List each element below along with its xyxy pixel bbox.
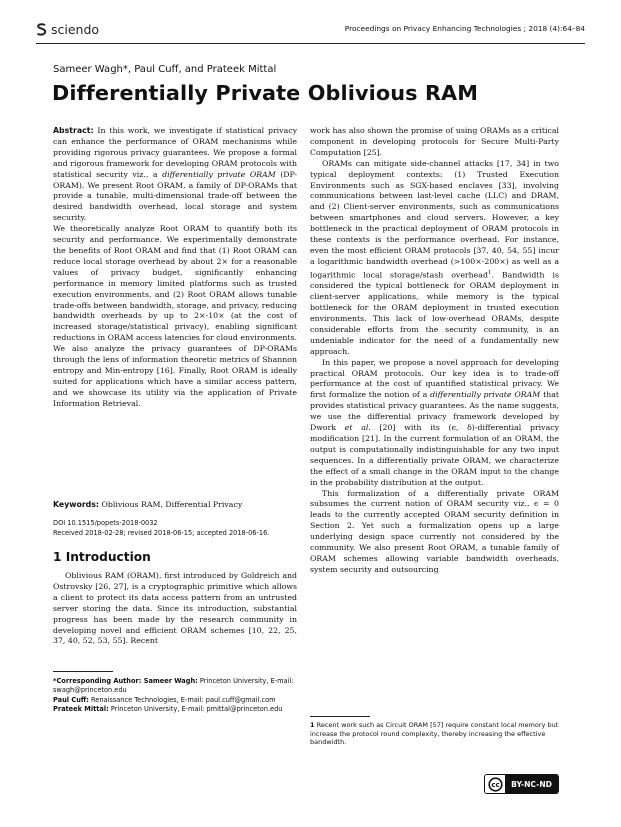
col2-para-2 — [310, 159, 559, 358]
col2-para-3 — [310, 358, 559, 489]
right-column — [310, 126, 559, 576]
footnote-text: Recent work such as Circuit ORAM [57] require constant local memory but increase the protocol round complexity, thereby increasing the effective bandwidth. — [310, 721, 559, 746]
keywords — [53, 500, 297, 509]
abstract-text-1b: (DP-ORAM). We present Root ORAM, a family of DP-ORAMs that provide a tunable, multi-dimensional trade-off between the desired bandwidth overhead, local storage and system security. — [53, 169, 297, 223]
footnote-rule-left — [53, 671, 113, 672]
keywords-label: Keywords: — [53, 500, 100, 509]
col2-para-2a: ORAMs can mitigate side-channel attacks [17, 34] in two typical deployment contexts: (1) Trusted Execution Environments such as SGX-based enclaves [33], involving communications between last-level cache (LLC) and DRAM, and (2) Client-server environments, such as communications between smartphones and cloud servers. However, a key bottleneck in the practical deployment of ORAM protocols in these contexts is the performance overhead. For instance, even the most efficient ORAM protocols [37, 40, 54, 55] incur a logarithmic bandwidth overhead (>100×-200×) as well as a logarithmic local storage/stash overhead — [310, 158, 559, 280]
article-meta — [53, 518, 297, 538]
author-list: Sameer Wagh*, Paul Cuff, and Prateek Mittal — [53, 64, 277, 75]
license-badge[interactable] — [484, 774, 559, 794]
paper-title: Differentially Private Oblivious RAM — [52, 81, 479, 105]
cc-icon-text: cc — [491, 780, 500, 789]
cuff-label: Paul Cuff: — [53, 695, 89, 704]
license-label: BY-NC-ND — [505, 775, 558, 793]
received-dates: Received 2018-02-28; revised 2018-06-15; accepted 2018-06-16. — [53, 529, 270, 537]
publisher-logo — [36, 22, 99, 37]
mittal-text: Princeton University, E-mail: pmittal@princeton.edu — [108, 705, 283, 714]
footnote-marker: 1 — [487, 269, 492, 276]
col2-para-4: This formalization of a differentially private ORAM subsumes the current notion of ORAM security viz., ϵ = 0 leads to the currently accepted ORAM security definition in Section 2. Yet such a formalization opens up a large underlying design space currently not considered by the community. We also present Root ORAM, a tunable family of ORAM schemes allowing variable bandwidth overheads, system security and outsourcing — [310, 488, 559, 574]
footnote-number: 1 — [310, 721, 315, 729]
col2-para-3em: differentially private ORAM — [430, 390, 541, 400]
col2-para-1: work has also shown the promise of using ORAMs as a critical component in developing protocols for Secure Multi-Party Computation [25]. — [310, 126, 559, 157]
col2-para-3a: In this paper, we propose a novel approach for developing practical ORAM protocols. Our key idea is to trade-off performance at the cost of quantified statistical privacy. We first formalize the notion of a — [310, 357, 559, 400]
journal-citation: Proceedings on Privacy Enhancing Technologies ; 2018 (4):64–84 — [344, 24, 585, 33]
abstract-text-1a: In this work, we investigate if statistical privacy can enhance the performance of ORAM mechanisms while providing rigorous privacy guarantees. We propose a formal and rigorous framework for developing ORAM protocols with statistical security viz., a — [53, 126, 297, 179]
mittal-label: Prateek Mittal: — [53, 705, 109, 714]
sciendo-s-icon — [36, 23, 47, 36]
author-affiliations — [53, 677, 297, 715]
introduction-paragraph — [53, 571, 297, 647]
abstract-text-1em: differentially private ORAM — [162, 169, 276, 179]
abstract-text-2: We theoretically analyze Root ORAM to quantify both its security and performance. We experimentally demonstrate the benefits of Root ORAM and find that (1) Root ORAM can reduce local storage overhead by about 2× for a reasonable values of privacy budget, significantly enhancing performance in memory limited platforms such as trusted execution environments, and (2) Root ORAM allows tunable trade-offs between bandwidth, storage, and privacy, reducing bandwidth overheads by up to 2×-10× (at the cost of increased storage/statistical privacy), enabling significant reductions in ORAM access latencies for cloud environments. We also analyze the privacy guarantees of DP-ORAMs through the lens of information theoretic metrics of Shannon entropy and Min-entropy [16]. Finally, Root ORAM is ideally suited for applications which have a similar access pattern, and we showcase its utility via the application of Private Information Retrieval. — [53, 224, 297, 408]
col2-para-3c: [20] with its (ϵ, δ)-differential privacy modification [21]. In the current formulation of an ORAM, the output is computationally indistinguishable for any two input sequences. In a differentially private ORAM, we characterize the effect of a small change in the ORAM input to the change in the probability distribution at the output. — [310, 423, 559, 487]
abstract — [53, 126, 297, 410]
intro-text: Oblivious RAM (ORAM), first introduced by Goldreich and Ostrovsky [26, 27], is a cryptographic primitive which allows a client to protect its data access pattern from an untrusted server storing the data. Since its introduction, substantial progress has been made by the research community in developing novel and efficient ORAM schemes [10, 22, 25, 37, 40, 52, 53, 55]. Recent — [53, 571, 297, 646]
corresponding-author-text: Princeton University, E-mail: swagh@princeton.edu — [53, 677, 294, 694]
doi: DOI 10.1515/popets-2018-0032 — [53, 519, 158, 527]
footnote-1 — [310, 721, 559, 747]
section-heading-introduction: 1 Introduction — [53, 550, 151, 564]
header-divider — [36, 43, 585, 44]
col2-para-3em2: et al. — [344, 423, 371, 433]
abstract-label: Abstract: — [53, 126, 94, 135]
logo-text: sciendo — [51, 22, 100, 37]
corresponding-author-label: *Corresponding Author: Sameer Wagh: — [53, 677, 198, 685]
col2-para-3b: that provides statistical privacy guarantees. As the name suggests, we use the differential privacy framework developed by Dwork — [310, 390, 560, 433]
cuff-text: Renaissance Technologies, E-mail: paul.cuff@gmail.com — [88, 695, 276, 704]
keywords-text: Oblivious RAM, Differential Privacy — [101, 500, 243, 509]
creative-commons-icon — [485, 775, 505, 793]
footnote-rule-right — [310, 716, 370, 717]
col2-para-2b: . Bandwidth is considered the typical bottleneck for ORAM deployment in client-server applications, while memory is the typical bottleneck for the ORAM deployment in trusted execution environments. This lack of low-overhead ORAMs, despite considerable efforts from the security community, is an undeniable indicator for the need of a fundamentally new approach. — [310, 270, 559, 356]
